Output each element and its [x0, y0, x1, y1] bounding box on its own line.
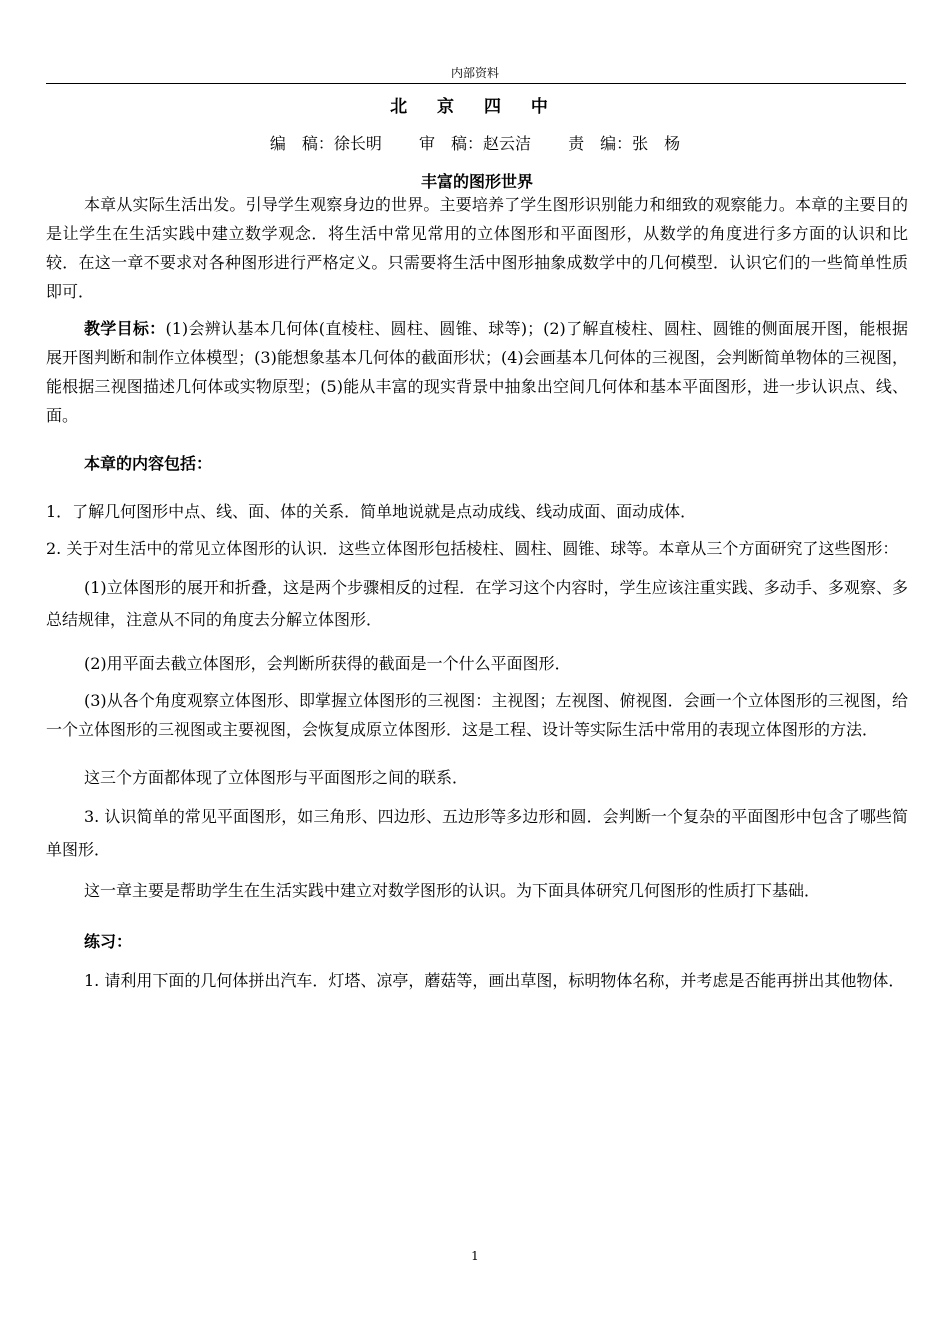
goals-label: 教学目标： [84, 319, 166, 338]
closing-paragraph: 这一章主要是帮助学生在生活实践中建立对数学图形的认识。为下面具体研究几何图形的性质打下基础． [84, 881, 821, 900]
editor-credits: 编 稿：徐长明 审 稿：赵云洁 责 编：张 杨 [269, 134, 681, 153]
summary-paragraph: 这三个方面都体现了立体图形与平面图形之间的联系． [84, 768, 469, 787]
intro-paragraph: 本章从实际生活出发。引导学生观察身边的世界。主要培养了学生图形识别能力和细致的观察能力。本章的主要目的是让学生在生活实践中建立数学观念．将生活中常见常用的立体图形和平面图形，从数学的角度进行多方面的认识和比较．在这一章不要求对各种图形进行严格定义。只需要将生活中图形抽象成数学中的几何模型．认识它们的一些简单性质即可． [46, 195, 908, 301]
sub-item-3: (3)从各个角度观察立体图形、即掌握立体图形的三视图：主视图；左视图、俯视图．会画一个立体图形的三视图，给一个立体图形的三视图或主要视图，会恢复成原立体图形．这是工程、设计等实际生活中常用的表现立体图形的方法． [46, 691, 908, 739]
content-item-1: 1．了解几何图形中点、线、面、体的关系．简单地说就是点动成线、线动成面、面动成体． [46, 502, 697, 521]
document-header-label: 内部资料 [450, 66, 499, 80]
page-number: 1 [471, 1249, 479, 1263]
content-item-2: 2. 关于对生活中的常见立体图形的认识．这些立体图形包括棱柱、圆柱、圆锥、球等。本章从三个方面研究了这些图形： [46, 539, 899, 558]
sub-item-1: (1)立体图形的展开和折叠，这是两个步骤相反的过程．在学习这个内容时，学生应该注重实践、多动手、多观察、多总结规律，注意从不同的角度去分解立体图形． [46, 578, 908, 629]
goals-text: (1)会辨认基本几何体(直棱柱、圆柱、圆锥、球等)；(2)了解直棱柱、圆柱、圆锥的侧面展开图，能根据展开图判断和制作立体模型；(3)能想象基本几何体的截面形状；(4)会画基本几何体的三视图，会判断简单物体的三视图，能根据三视图描述几何体或实物原型；(5)能从丰富的现实背景中抽象出空间几何体和基本平面图形，进一步认识点、线、面。 [46, 319, 908, 425]
exercise-item-1: 1. 请利用下面的几何体拼出汽车．灯塔、凉亭，蘑菇等，画出草图，标明物体名称，并考虑是否能再拼出其他物体． [84, 971, 905, 990]
header-rule [46, 83, 906, 84]
document-body [46, 170, 908, 998]
goals-paragraph [46, 314, 908, 430]
chapter-title: 丰富的图形世界 [420, 172, 533, 191]
exercise-heading: 练习： [84, 932, 133, 951]
content-item-3: 3. 认识简单的常见平面图形，如三角形、四边形、五边形等多边形和圆．会判断一个复杂的平面图形中包含了哪些简单图形． [46, 807, 908, 859]
school-name: 北 京 四 中 [390, 97, 560, 117]
sub-item-2: (2)用平面去截立体图形，会判断所获得的截面是一个什么平面图形． [84, 654, 571, 673]
contents-heading: 本章的内容包括： [84, 454, 213, 473]
